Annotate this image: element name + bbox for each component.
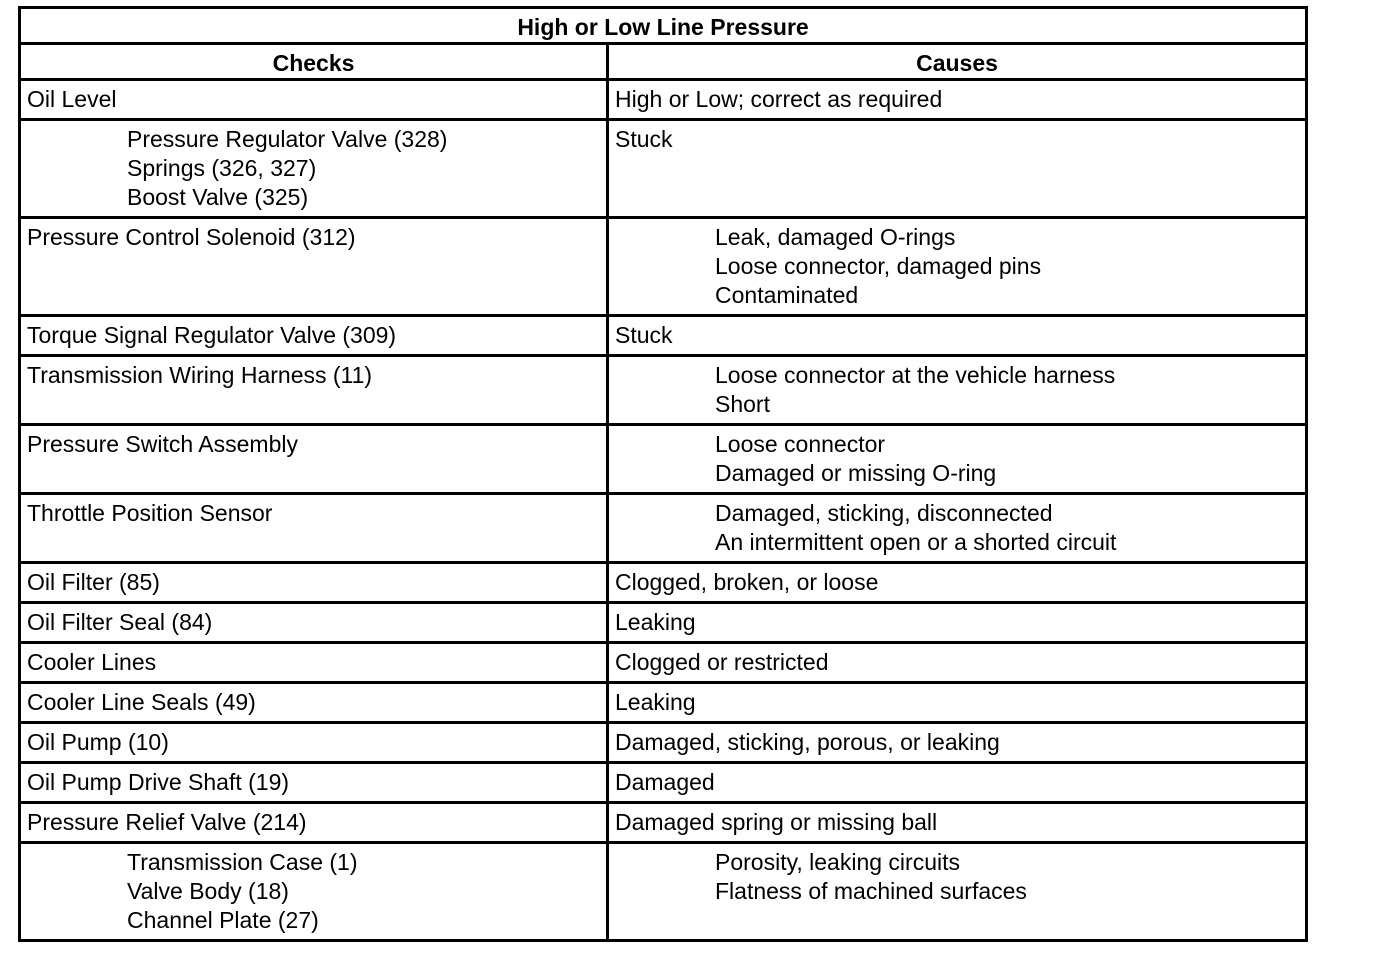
checks-cell-line: Pressure Control Solenoid (312): [27, 224, 356, 250]
causes-cell-line: Leaking: [615, 689, 696, 715]
causes-cell-line: High or Low; correct as required: [615, 86, 943, 112]
causes-cell-line: Loose connector at the vehicle harness: [715, 362, 1116, 388]
table-row: [20, 723, 1307, 763]
causes-cell: [608, 683, 1307, 723]
checks-cell-line: Oil Pump (10): [27, 729, 169, 755]
checks-cell: [20, 218, 608, 316]
checks-cell-line: Oil Filter (85): [27, 569, 160, 595]
checks-cell: [20, 683, 608, 723]
checks-cell-line: Cooler Lines: [27, 649, 157, 675]
causes-cell-line: Flatness of machined surfaces: [715, 878, 1027, 904]
causes-cell-line: Damaged, sticking, porous, or leaking: [615, 729, 1000, 755]
checks-cell-line: Cooler Line Seals (49): [27, 689, 256, 715]
causes-cell: [608, 80, 1307, 120]
causes-cell-line: An intermittent open or a shorted circuit: [715, 529, 1117, 555]
checks-cell: [20, 80, 608, 120]
causes-cell: [608, 843, 1307, 941]
checks-cell-line: Pressure Regulator Valve (328): [127, 126, 448, 152]
causes-cell: [608, 356, 1307, 425]
causes-cell-line: Stuck: [615, 126, 673, 152]
table-row: [20, 803, 1307, 843]
table-row: [20, 120, 1307, 218]
causes-cell-line: Damaged, sticking, disconnected: [715, 500, 1053, 526]
checks-cell: [20, 356, 608, 425]
causes-cell: [608, 803, 1307, 843]
checks-cell-line: Transmission Wiring Harness (11): [27, 362, 373, 388]
table-row: [20, 316, 1307, 356]
table-row: [20, 80, 1307, 120]
checks-cell-line: Pressure Relief Valve (214): [27, 809, 307, 835]
line-pressure-table: [18, 6, 1308, 942]
checks-cell: [20, 494, 608, 563]
causes-cell-line: Damaged or missing O-ring: [715, 460, 997, 486]
causes-cell: [608, 425, 1307, 494]
table-row: [20, 763, 1307, 803]
table-body: [20, 80, 1307, 941]
checks-cell: [20, 563, 608, 603]
causes-cell-line: Short: [715, 391, 770, 417]
causes-cell-line: Damaged: [615, 769, 715, 795]
checks-cell: [20, 803, 608, 843]
checks-cell: [20, 763, 608, 803]
table-row: [20, 643, 1307, 683]
checks-cell: [20, 603, 608, 643]
causes-header: Causes: [608, 44, 1307, 80]
table-row: [20, 603, 1307, 643]
checks-cell: [20, 723, 608, 763]
causes-cell-line: Porosity, leaking circuits: [715, 849, 960, 875]
causes-cell: [608, 218, 1307, 316]
causes-cell-line: Clogged or restricted: [615, 649, 829, 675]
causes-cell-line: Loose connector: [715, 431, 886, 457]
checks-cell-line: Torque Signal Regulator Valve (309): [27, 322, 397, 348]
checks-header: Checks: [20, 44, 608, 80]
checks-cell-line: Throttle Position Sensor: [27, 500, 273, 526]
table-title: High or Low Line Pressure: [20, 8, 1307, 44]
table-header-row: [20, 44, 1307, 80]
causes-cell-line: Clogged, broken, or loose: [615, 569, 879, 595]
table-row: [20, 356, 1307, 425]
checks-cell-line: Boost Valve (325): [127, 184, 309, 210]
checks-cell: [20, 643, 608, 683]
checks-cell: [20, 843, 608, 941]
causes-cell-line: Loose connector, damaged pins: [715, 253, 1042, 279]
causes-cell: [608, 603, 1307, 643]
checks-cell-line: Oil Pump Drive Shaft (19): [27, 769, 290, 795]
causes-cell-line: Leak, damaged O-rings: [715, 224, 956, 250]
table-row: [20, 563, 1307, 603]
checks-cell-line: Springs (326, 327): [127, 155, 317, 181]
checks-cell-line: Channel Plate (27): [127, 907, 319, 933]
checks-cell-line: Pressure Switch Assembly: [27, 431, 298, 457]
causes-cell: [608, 120, 1307, 218]
causes-cell-line: Stuck: [615, 322, 673, 348]
checks-cell-line: Valve Body (18): [127, 878, 289, 904]
checks-cell-line: Oil Filter Seal (84): [27, 609, 213, 635]
checks-cell-line: Oil Level: [27, 86, 117, 112]
table-row: [20, 425, 1307, 494]
causes-cell: [608, 643, 1307, 683]
table-row: [20, 843, 1307, 941]
causes-cell: [608, 316, 1307, 356]
table-row: [20, 683, 1307, 723]
table-row: [20, 494, 1307, 563]
causes-cell: [608, 494, 1307, 563]
checks-cell: [20, 120, 608, 218]
causes-cell: [608, 563, 1307, 603]
checks-cell: [20, 316, 608, 356]
table-title-row: [20, 8, 1307, 44]
causes-cell: [608, 723, 1307, 763]
causes-cell-line: Leaking: [615, 609, 696, 635]
causes-cell: [608, 763, 1307, 803]
checks-cell-line: Transmission Case (1): [127, 849, 358, 875]
table-row: [20, 218, 1307, 316]
checks-cell: [20, 425, 608, 494]
causes-cell-line: Damaged spring or missing ball: [615, 809, 938, 835]
causes-cell-line: Contaminated: [715, 282, 859, 308]
